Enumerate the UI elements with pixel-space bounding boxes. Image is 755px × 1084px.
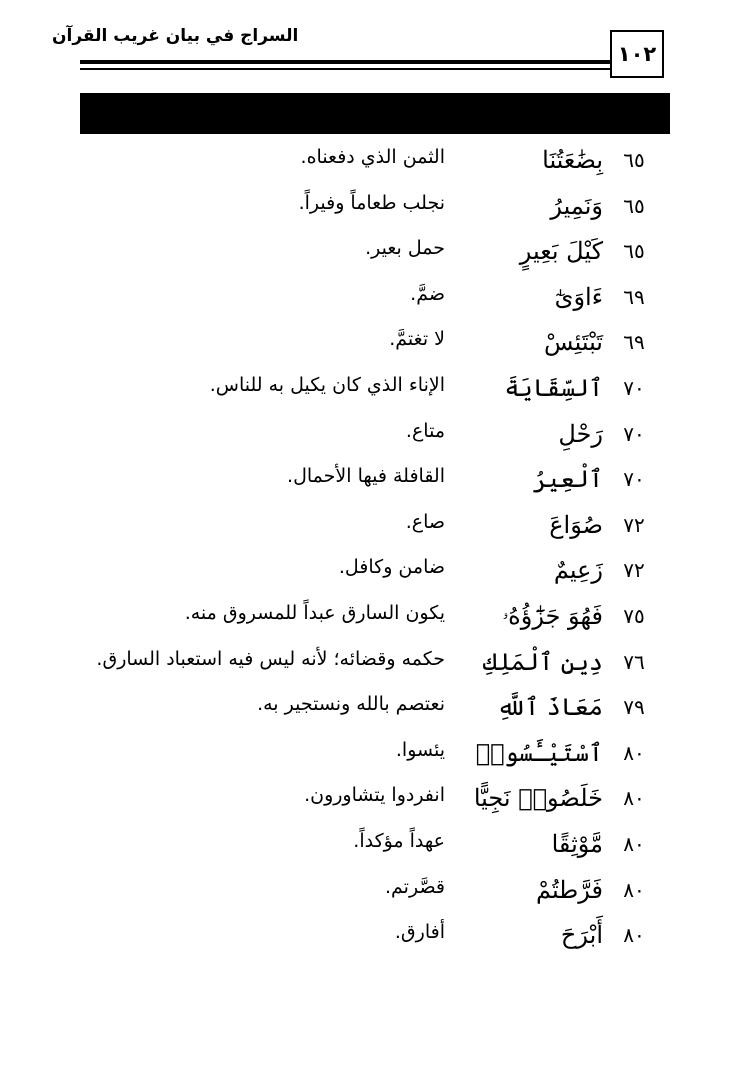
glossary-entry — [0, 912, 755, 958]
glossary-entry — [0, 411, 755, 457]
verse-number: ٨٠ — [623, 786, 645, 811]
quran-word: وَنَمِيرُ — [550, 191, 603, 220]
word-meaning: ضمَّ. — [410, 282, 445, 305]
quran-word: ٱلسِّقَايَةَ — [504, 374, 603, 402]
word-meaning: يئسوا. — [395, 738, 445, 761]
verse-number: ٨٠ — [623, 877, 645, 902]
word-meaning: متاع. — [405, 419, 445, 442]
chapter-heading-band — [80, 93, 670, 134]
quran-word: بِضَٰعَتُنَا — [542, 146, 603, 174]
word-meaning: أفارق. — [394, 921, 445, 944]
word-meaning: الإناء الذي كان يكيل به للناس. — [209, 374, 445, 396]
page-number-box — [610, 30, 664, 78]
verse-number: ٧٠ — [623, 376, 645, 400]
quran-word: صُوَاعَ — [549, 510, 603, 539]
glossary-entry — [0, 274, 755, 320]
glossary-entry — [0, 775, 755, 821]
glossary-entry — [0, 502, 755, 548]
header-rule-thick — [80, 60, 610, 64]
word-meaning: يكون السارق عبداً للمسروق منه. — [184, 602, 445, 624]
word-meaning: حكمه وقضائه؛ لأنه ليس فيه استعباد السارق. — [96, 647, 445, 670]
quran-word: دِينِ ٱلْمَلِكِ — [482, 647, 603, 676]
verse-number: ٨٠ — [623, 923, 645, 948]
glossary-entry — [0, 456, 755, 502]
glossary-entry — [0, 319, 755, 365]
verse-number: ٧٢ — [623, 558, 645, 583]
word-meaning: عهداً مؤكداً. — [353, 830, 445, 852]
quran-word: رَحْلِ — [558, 419, 603, 448]
quran-word: تَبْتَئِسْ — [543, 328, 603, 357]
word-meaning: الثمن الذي دفعناه. — [300, 146, 445, 168]
word-meaning: نعتصم بالله ونستجير به. — [257, 693, 445, 716]
verse-number: ٧٢ — [623, 512, 645, 537]
glossary-entry — [0, 137, 755, 183]
word-meaning: القافلة فيها الأحمال. — [287, 465, 445, 488]
verse-number: ٧٦ — [623, 649, 645, 674]
glossary-entry — [0, 639, 755, 685]
running-header-title: السراج في بيان غريب القرآن — [52, 26, 299, 46]
quran-word: كَيْلَ بَعِيرٍ — [519, 237, 603, 266]
verse-number: ٧٩ — [623, 695, 645, 720]
verse-number: ٧٠ — [623, 421, 645, 446]
header-rule-thin — [80, 68, 610, 70]
glossary-entry — [0, 684, 755, 730]
quran-word: أَبْرَحَ — [560, 921, 603, 950]
word-meaning: صاع. — [405, 510, 445, 533]
quran-word: ٱلْعِيرُ — [532, 465, 603, 494]
quran-word: ءَاوَىٰٓ — [554, 282, 603, 311]
glossary-entry — [0, 547, 755, 593]
word-meaning: ضامن وكافل. — [338, 556, 445, 579]
quran-word: خَلَصُوا۟ نَجِيًّا — [473, 784, 603, 813]
glossary-entry — [0, 730, 755, 776]
glossary-entry — [0, 365, 755, 411]
verse-number: ٧٠ — [623, 467, 645, 492]
word-meaning: نجلب طعاماً وفيراً. — [298, 191, 445, 214]
verse-number: ٧٥ — [623, 604, 645, 628]
quran-word: مَعَاذَ ٱللَّهِ — [496, 693, 603, 722]
quran-word: زَعِيمٌ — [553, 556, 603, 585]
quran-word: فَهُوَ جَزَٰٓؤُهُۥ — [502, 602, 603, 630]
word-meaning: انفردوا يتشاورون. — [304, 784, 445, 807]
glossary-entry — [0, 593, 755, 639]
word-meaning: حمل بعير. — [365, 237, 445, 260]
page-number: ١٠٢ — [617, 42, 657, 66]
verse-number: ٦٥ — [623, 193, 645, 218]
glossary-entry — [0, 228, 755, 274]
verse-number: ٦٥ — [623, 239, 645, 264]
glossary-entry — [0, 183, 755, 229]
verse-number: ٦٩ — [623, 330, 645, 355]
word-meaning: لا تغتمَّ. — [389, 328, 445, 351]
verse-number: ٦٥ — [623, 148, 645, 172]
word-meaning: قصَّرتم. — [384, 875, 445, 898]
quran-word: ٱسْتَيْـَٔسُوا۟ — [475, 738, 603, 767]
quran-word: فَرَّطتُمْ — [535, 875, 603, 904]
verse-number: ٦٩ — [623, 284, 645, 309]
verse-number: ٨٠ — [623, 832, 645, 856]
glossary-entry — [0, 867, 755, 913]
verse-number: ٨٠ — [623, 740, 645, 765]
glossary-entry — [0, 821, 755, 867]
quran-word: مَّوْثِقًا — [551, 830, 603, 858]
